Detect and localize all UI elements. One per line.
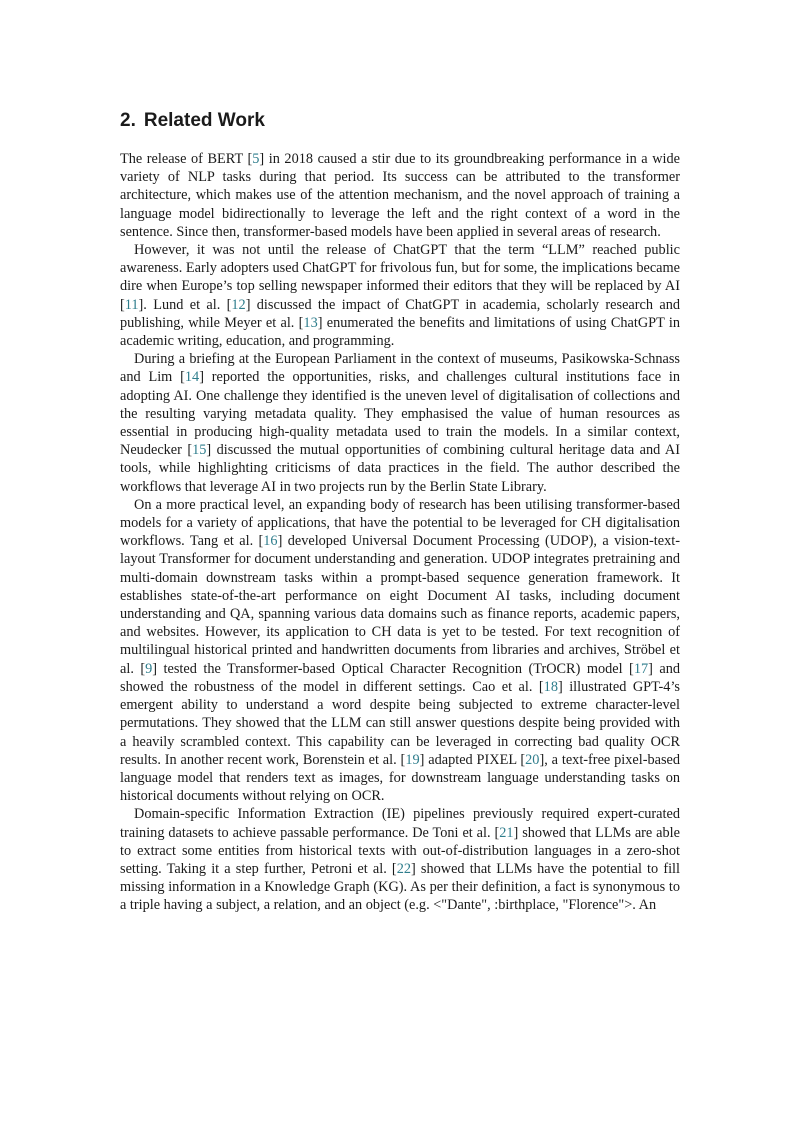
section-title: Related Work [143, 110, 265, 131]
citation-link[interactable]: 15 [192, 442, 207, 459]
body-paragraph [120, 496, 680, 805]
body-paragraph [120, 350, 680, 496]
text-run: ] discussed the mutual opportunities of combining cultural heritage data and AI tools, while highlighting criticisms of data practices in the field. The author described the workflows that leverage AI in two projects run by the Berlin State Library. [120, 442, 680, 495]
citation-link[interactable]: 19 [405, 751, 420, 768]
citation-link[interactable]: 5 [252, 151, 260, 167]
text-run: ] adapted PIXEL [ [419, 751, 526, 768]
citation-link[interactable]: 17 [633, 660, 649, 677]
body-paragraph [120, 805, 680, 914]
text-run: ] discussed the impact of ChatGPT in academia, scholarly research and publishing, while Meyer et al. [ [120, 296, 680, 331]
text-run: The release of BERT [ [120, 151, 253, 167]
citation-link[interactable]: 20 [525, 751, 540, 768]
text-run: However, it was not until the release of ChatGPT that the term “LLM” reached public awareness. Early adopters used ChatGPT for frivolous fun, but for some, the implications became dire when Europe’s top selling newspaper informed their editors that they will be replaced by AI [ [120, 242, 680, 313]
text-run: ] showed that LLMs are able to extract some entities from historical texts with out-of-distribution languages in a zero-shot setting. Taking it a step further, Petroni et al. [ [120, 824, 680, 877]
citation-link[interactable]: 18 [543, 678, 558, 695]
text-run: ]. Lund et al. [ [138, 296, 232, 313]
text-run: ] showed that LLMs have the potential to fill missing information in a Knowledge Graph (KG). As per their definition, a fact is synonymous to a triple having a subject, a relation, and an object (e.g. <"Dante", :birthplace, "Florence">. An [120, 860, 680, 914]
text-run: ] and showed the robustness of the model in different settings. Cao et al. [ [120, 660, 680, 695]
text-run: ] reported the opportunities, risks, and challenges cultural institutions face in adopting AI. One challenge they identified is the uneven level of digitalisation of collections and the resulting varying metadata quality. They emphasised the value of human resources as essential in producing high-quality metadata used to train the models. In a similar context, Neudecker [ [120, 369, 680, 459]
text-run: On a more practical level, an expanding body of research has been utilising transformer-based models for a variety of applications, that have the potential to be leveraged for CH digitalisation workflows. Tang et al. [ [120, 496, 680, 550]
text-run: ] tested the Transformer-based Optical Character Recognition (TrOCR) model [ [152, 660, 634, 677]
section-body [120, 150, 680, 915]
citation-link[interactable]: 14 [184, 369, 200, 386]
page-content [120, 108, 680, 915]
body-paragraph [120, 241, 680, 350]
text-run: ] enumerated the benefits and limitations of using ChatGPT in academic writing, education, and programming. [120, 314, 680, 350]
text-run: During a briefing at the European Parliament in the context of museums, Pasikowska-Schnass and Lim [ [120, 351, 680, 386]
text-run: ] developed Universal Document Processing (UDOP), a vision-text-layout Transformer for document understanding and generation. UDOP integrates pretraining and multi-domain downstream tasks within a prompt-based sequence generation framework. It establishes state-of-the-art performance on eight Document AI tasks, including document understanding and QA, spanning various data domains such as finance reports, academic papers, and websites. However, its application to CH data is yet to be tested. For text recognition of multilingual historical printed and handwritten documents from libraries and archives, Ströbel et al. [ [120, 533, 680, 677]
citation-link[interactable]: 12 [231, 296, 246, 313]
text-run: ], a text-free pixel-based language model that renders text as images, for downstream language understanding tasks on historical documents without relying on OCR. [120, 751, 681, 805]
citation-link[interactable]: 16 [263, 533, 278, 550]
citation-link[interactable]: 11 [124, 296, 139, 313]
section-number: 2. [120, 110, 136, 131]
citation-link[interactable]: 13 [303, 314, 318, 331]
text-run: Domain-specific Information Extraction (IE) pipelines previously required expert-curated training datasets to achieve passable performance. De Toni et al. [ [120, 806, 680, 841]
citation-link[interactable]: 21 [499, 824, 514, 841]
text-run: ] illustrated GPT-4’s emergent ability to understand a word despite being subjected to extreme character-level permutations. They showed that the LLM can still answer questions despite being provided with a heavily scrambled context. This capability can be leveraged in correcting bad quality OCR results. In another recent work, Borenstein et al. [ [120, 678, 680, 768]
citation-link[interactable]: 22 [396, 860, 411, 877]
body-paragraph [120, 150, 680, 241]
text-run: ] in 2018 caused a stir due to its groundbreaking performance in a wide variety of NLP tasks during that period. Its success can be attributed to the transformer architecture, which makes use of the attention mechanism, and the novel approach of training a language model bidirectionally to leverage the left and the right context of a word in the sentence. Since then, transformer-based models have been applied in several areas of research. [120, 151, 681, 240]
citation-link[interactable]: 9 [145, 660, 153, 677]
section-heading [120, 108, 680, 134]
